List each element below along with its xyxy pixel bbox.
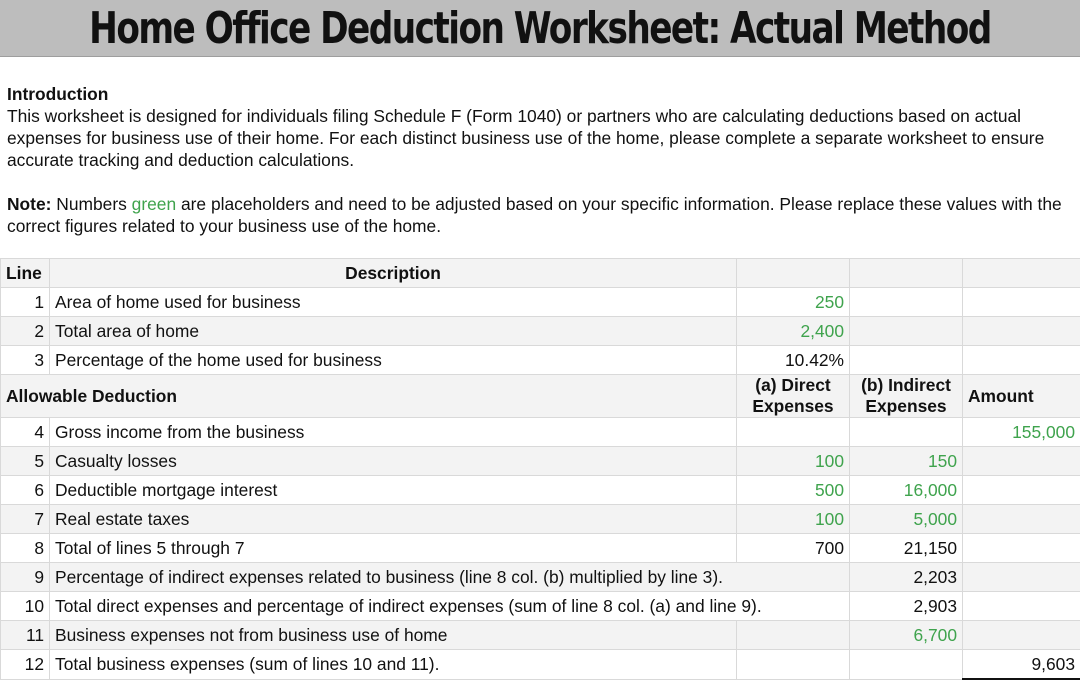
cell-col-a[interactable]: 2,400 (737, 317, 850, 346)
cell-amount[interactable] (963, 563, 1080, 592)
note-green-word: green (131, 194, 177, 214)
row-description[interactable]: Deductible mortgage interest (50, 476, 737, 505)
line-number[interactable]: 10 (1, 592, 50, 621)
line-number[interactable]: 6 (1, 476, 50, 505)
row-description[interactable]: Gross income from the business (50, 418, 737, 447)
cell-col-a[interactable]: 250 (737, 288, 850, 317)
cell-col-b[interactable]: 150 (850, 447, 963, 476)
table-row (1, 418, 1080, 447)
line-number[interactable]: 1 (1, 288, 50, 317)
cell-col-b[interactable]: 6,700 (850, 621, 963, 650)
row-description[interactable]: Total area of home (50, 317, 737, 346)
table-row (1, 447, 1080, 476)
header-line[interactable]: Line (1, 259, 50, 288)
line-number[interactable]: 12 (1, 650, 50, 680)
intro-body: This worksheet is designed for individuals filing Schedule F (Form 1040) or partners who are calculating deductions based on actual expenses for business use of their home. For each distinct business use of the home, please complete a separate worksheet to ensure accurate tracking and deduction calculations. (7, 106, 1045, 170)
cell-amount[interactable]: 155,000 (963, 418, 1080, 447)
allowable-deduction-header-row (1, 375, 1080, 418)
cell-col-c[interactable] (963, 317, 1080, 346)
cell-col-b[interactable] (850, 288, 963, 317)
cell-col-a[interactable]: 700 (737, 534, 850, 563)
row-description[interactable]: Casualty losses (50, 447, 737, 476)
table-row (1, 621, 1080, 650)
note-paragraph (7, 193, 1072, 237)
cell-col-b[interactable] (850, 317, 963, 346)
header-empty-b[interactable] (850, 259, 963, 288)
table-header-row (1, 259, 1080, 288)
cell-col-b[interactable]: 21,150 (850, 534, 963, 563)
title-bar (0, 0, 1080, 57)
note-pre: Numbers (51, 194, 132, 214)
worksheet-table (0, 258, 1080, 680)
page-title: Home Office Deduction Worksheet: Actual Method (89, 2, 991, 54)
line-number[interactable]: 5 (1, 447, 50, 476)
cell-col-b[interactable] (850, 346, 963, 375)
cell-col-b[interactable] (850, 418, 963, 447)
cell-col-b[interactable]: 2,203 (850, 563, 963, 592)
intro-heading: Introduction (7, 84, 109, 104)
line-number[interactable]: 8 (1, 534, 50, 563)
line-number[interactable]: 3 (1, 346, 50, 375)
header-empty-c[interactable] (963, 259, 1080, 288)
cell-col-a[interactable] (737, 418, 850, 447)
cell-amount[interactable] (963, 621, 1080, 650)
cell-col-a[interactable] (737, 650, 850, 680)
row-description[interactable]: Area of home used for business (50, 288, 737, 317)
cell-amount[interactable] (963, 505, 1080, 534)
row-description[interactable]: Total business expenses (sum of lines 10 and 11). (50, 650, 737, 680)
cell-col-c[interactable] (963, 288, 1080, 317)
table-row (1, 288, 1080, 317)
line-number[interactable]: 11 (1, 621, 50, 650)
cell-col-a[interactable]: 100 (737, 505, 850, 534)
cell-col-a[interactable]: 10.42% (737, 346, 850, 375)
line-number[interactable]: 2 (1, 317, 50, 346)
cell-amount[interactable] (963, 534, 1080, 563)
table-row (1, 650, 1080, 680)
header-indirect-expenses[interactable]: (b) Indirect Expenses (850, 375, 963, 418)
table-row (1, 346, 1080, 375)
header-direct-expenses[interactable]: (a) Direct Expenses (737, 375, 850, 418)
cell-col-b[interactable]: 2,903 (850, 592, 963, 621)
header-empty-a[interactable] (737, 259, 850, 288)
row-description[interactable]: Total of lines 5 through 7 (50, 534, 737, 563)
table-row (1, 592, 1080, 621)
cell-col-a[interactable]: 500 (737, 476, 850, 505)
cell-amount-total[interactable]: 9,603 (963, 650, 1080, 680)
cell-amount[interactable] (963, 592, 1080, 621)
line-number[interactable]: 7 (1, 505, 50, 534)
row-description[interactable]: Business expenses not from business use of home (50, 621, 737, 650)
line-number[interactable]: 9 (1, 563, 50, 592)
table-row (1, 505, 1080, 534)
cell-col-b[interactable]: 5,000 (850, 505, 963, 534)
cell-col-c[interactable] (963, 346, 1080, 375)
cell-col-a[interactable]: 100 (737, 447, 850, 476)
cell-col-a[interactable] (737, 621, 850, 650)
cell-amount[interactable] (963, 476, 1080, 505)
table-row (1, 476, 1080, 505)
note-label: Note: (7, 194, 52, 214)
cell-col-b[interactable]: 16,000 (850, 476, 963, 505)
allowable-deduction-label[interactable]: Allowable Deduction (1, 375, 737, 418)
header-description[interactable]: Description (50, 259, 737, 288)
row-description[interactable]: Percentage of the home used for business (50, 346, 737, 375)
cell-col-b[interactable] (850, 650, 963, 680)
row-description[interactable]: Real estate taxes (50, 505, 737, 534)
line-number[interactable]: 4 (1, 418, 50, 447)
table-row (1, 317, 1080, 346)
row-description[interactable]: Percentage of indirect expenses related to business (line 8 col. (b) multiplied by line 3). (50, 563, 850, 592)
table-row (1, 534, 1080, 563)
table-row (1, 563, 1080, 592)
row-description[interactable]: Total direct expenses and percentage of indirect expenses (sum of line 8 col. (a) and line 9). (50, 592, 850, 621)
intro-section (0, 57, 1080, 237)
note-post: are placeholders and need to be adjusted based on your specific information. Please replace these values with the correct figures related to your business use of the home. (7, 194, 1062, 236)
header-amount[interactable]: Amount (963, 375, 1080, 418)
cell-amount[interactable] (963, 447, 1080, 476)
